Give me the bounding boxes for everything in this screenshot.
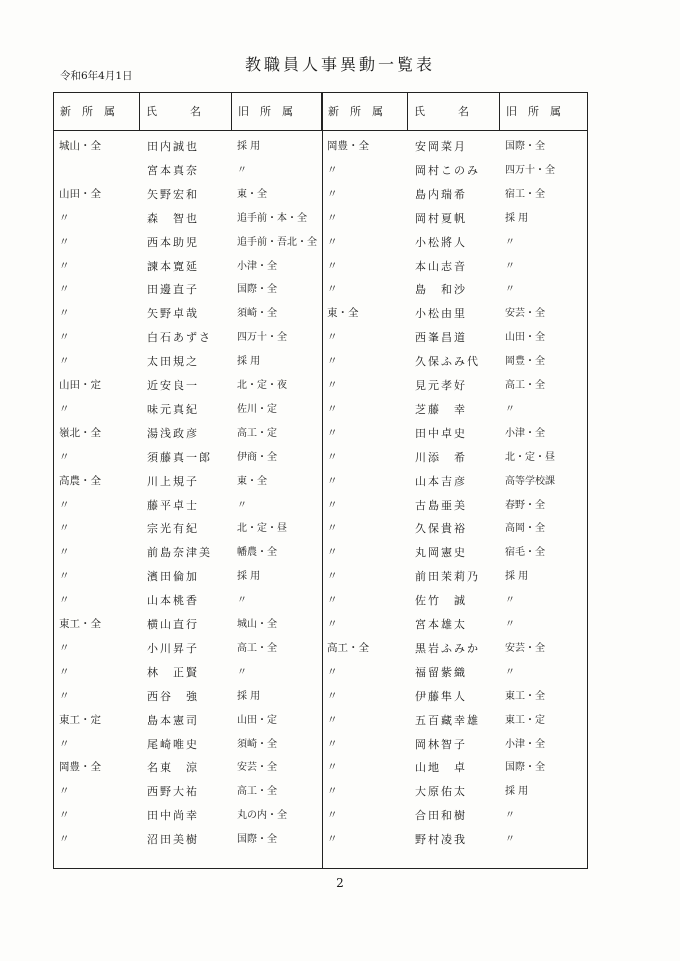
old-dept-cell: 宿毛・全: [505, 547, 545, 559]
header-new-dept-left: 新 所 属: [54, 93, 140, 131]
old-dept-cell: 須崎・全: [237, 308, 277, 320]
new-dept-cell: 〃: [59, 833, 70, 846]
old-dept-cell: 東・全: [237, 475, 267, 487]
new-dept-cell: 〃: [327, 331, 338, 344]
old-dept-cell: 北・定・昼: [505, 451, 555, 463]
new-dept-cell: 〃: [327, 713, 338, 726]
table-row: [54, 637, 587, 661]
old-dept-cell: 四万十・全: [505, 164, 555, 176]
name-cell: 前島奈津美: [147, 546, 212, 560]
old-dept-cell: 〃: [505, 260, 515, 272]
new-dept-cell: 〃: [59, 809, 70, 822]
new-dept-cell: 〃: [327, 594, 338, 607]
name-cell: 沼田美樹: [147, 833, 199, 847]
old-dept-cell: 北・定・夜: [237, 380, 287, 391]
old-dept-cell: 伊商・全: [237, 451, 277, 463]
new-dept-cell: 高農・全: [59, 474, 101, 487]
old-dept-cell: 〃: [505, 619, 515, 630]
old-dept-cell: 〃: [505, 810, 515, 822]
new-dept-cell: 岡豊・全: [327, 140, 369, 152]
name-cell: 諫本寛延: [147, 259, 199, 273]
header-name-right: 氏 名: [408, 93, 500, 131]
name-cell: 小松將人: [415, 235, 467, 249]
name-cell: 宮本雄太: [415, 618, 467, 631]
old-dept-cell: 採 用: [237, 571, 261, 583]
table-row: [54, 278, 587, 302]
name-cell: 本山志音: [415, 259, 467, 273]
name-cell: 古島亜美: [415, 498, 467, 512]
name-cell: 丸岡憲史: [415, 546, 467, 560]
old-dept-cell: 東・全: [237, 188, 267, 200]
name-cell: 久保ふみ代: [415, 355, 480, 369]
new-dept-cell: 東工・定: [59, 713, 101, 726]
table-row: [54, 780, 587, 804]
new-dept-cell: 〃: [59, 235, 70, 248]
old-dept-cell: 追手前・吾北・全: [237, 236, 317, 248]
name-cell: 白石あずさ: [147, 331, 212, 345]
old-dept-cell: 高工・定: [237, 427, 277, 439]
name-cell: 野村凌我: [415, 833, 467, 847]
table-row: [54, 231, 587, 255]
old-dept-cell: 春野・全: [505, 499, 545, 511]
old-dept-cell: 採 用: [505, 571, 529, 583]
name-cell: 見元孝好: [415, 379, 467, 392]
name-cell: 田邊直子: [147, 283, 199, 297]
table-row: [54, 446, 587, 470]
old-dept-cell: 国際・全: [237, 834, 277, 846]
name-cell: 藤平卓士: [147, 498, 199, 512]
old-dept-cell: 国際・全: [505, 762, 545, 774]
name-cell: 西谷 強: [147, 689, 199, 703]
table-row: [54, 661, 587, 685]
old-dept-cell: 山田・全: [505, 332, 545, 344]
new-dept-cell: 〃: [327, 259, 338, 272]
name-cell: 田中卓史: [415, 426, 467, 440]
new-dept-cell: 〃: [327, 761, 338, 774]
name-cell: 合田和樹: [415, 809, 467, 823]
old-dept-cell: 採 用: [237, 690, 261, 702]
new-dept-cell: 〃: [327, 402, 338, 415]
old-dept-cell: 東工・定: [505, 714, 545, 726]
new-dept-cell: 嶺北・全: [59, 426, 101, 439]
old-dept-cell: 岡豊・全: [505, 356, 545, 368]
new-dept-cell: 〃: [59, 665, 70, 678]
table-row: [54, 326, 587, 350]
new-dept-cell: 〃: [327, 450, 338, 463]
name-cell: 島本憲司: [147, 713, 199, 727]
name-cell: 前田茉莉乃: [415, 570, 480, 584]
name-cell: 山本桃香: [147, 594, 199, 608]
name-cell: 田内誠也: [147, 140, 199, 153]
name-cell: 岡村このみ: [415, 163, 480, 177]
new-dept-cell: 〃: [327, 570, 338, 583]
table-row: [54, 733, 587, 757]
old-dept-cell: 高岡・全: [505, 523, 545, 535]
old-dept-cell: 丸の内・全: [237, 810, 287, 822]
table-row: [54, 828, 587, 852]
name-cell: 矢野卓哉: [147, 307, 199, 321]
old-dept-cell: 採 用: [237, 141, 261, 152]
old-dept-cell: 〃: [505, 666, 515, 678]
new-dept-cell: 〃: [327, 474, 338, 487]
new-dept-cell: 〃: [59, 355, 70, 368]
table-row: [54, 517, 587, 541]
name-cell: 矢野宏和: [147, 187, 199, 201]
new-dept-cell: 〃: [59, 331, 70, 344]
table-row: [54, 541, 587, 565]
name-cell: 湯浅政彦: [147, 426, 199, 440]
old-dept-cell: 〃: [237, 164, 247, 176]
new-dept-cell: 〃: [327, 785, 338, 798]
old-dept-cell: 〃: [237, 499, 247, 511]
table-row: [54, 709, 587, 733]
page-title: 教職員人事異動一覧表: [244, 55, 435, 74]
old-dept-cell: 安芸・全: [505, 642, 545, 654]
old-dept-cell: 高工・全: [505, 380, 545, 391]
old-dept-cell: 小津・全: [237, 260, 277, 272]
name-cell: 横山直行: [147, 618, 199, 631]
old-dept-cell: 〃: [505, 236, 515, 248]
new-dept-cell: 〃: [327, 163, 338, 176]
table-row: [54, 374, 587, 398]
table-row: [54, 756, 587, 780]
name-cell: 西峯昌道: [415, 331, 467, 345]
new-dept-cell: 〃: [327, 211, 338, 224]
name-cell: 森 智也: [147, 211, 199, 225]
new-dept-cell: 〃: [59, 570, 70, 583]
name-cell: 宗光有紀: [147, 522, 199, 536]
old-dept-cell: 〃: [505, 595, 515, 607]
header-old-dept-right: 旧 所 属: [506, 105, 561, 118]
personnel-table: [53, 92, 588, 869]
table-row: [54, 685, 587, 709]
new-dept-cell: 〃: [59, 594, 70, 607]
old-dept-cell: 東工・全: [505, 690, 545, 702]
name-cell: 黒岩ふみか: [415, 641, 480, 655]
old-dept-cell: 採 用: [237, 356, 261, 368]
old-dept-cell: 追手前・本・全: [237, 212, 307, 224]
name-cell: 山本吉彦: [415, 474, 467, 488]
header-name-left: 氏 名: [140, 93, 232, 131]
old-dept-cell: 小津・全: [505, 738, 545, 750]
new-dept-cell: 〃: [59, 498, 70, 511]
new-dept-cell: 〃: [327, 187, 338, 200]
name-cell: 林 正賢: [147, 665, 199, 679]
name-cell: 安岡菜月: [415, 140, 467, 153]
name-cell: 川添 希: [415, 450, 467, 464]
old-dept-cell: 国際・全: [505, 141, 545, 152]
table-row: [54, 159, 587, 183]
new-dept-cell: 〃: [59, 211, 70, 224]
old-dept-cell: 高等学校課: [505, 475, 555, 487]
old-dept-cell: 〃: [237, 595, 247, 607]
old-dept-cell: 幡農・全: [237, 547, 277, 559]
new-dept-cell: 東・全: [327, 307, 359, 320]
new-dept-cell: 〃: [327, 283, 338, 296]
name-cell: 宮本真奈: [147, 163, 199, 177]
name-cell: 田中尚幸: [147, 809, 199, 823]
new-dept-cell: 〃: [327, 355, 338, 368]
name-cell: 太田規之: [147, 355, 199, 369]
name-cell: 佐竹 誠: [415, 594, 467, 608]
new-dept-cell: 〃: [327, 689, 338, 702]
new-dept-cell: 〃: [59, 785, 70, 798]
page-number: 2: [336, 876, 344, 890]
new-dept-cell: 〃: [327, 618, 338, 630]
name-cell: 福留紫織: [415, 665, 467, 679]
table-row: [54, 350, 587, 374]
name-cell: 五百藏幸雄: [415, 713, 480, 727]
new-dept-cell: 〃: [327, 426, 338, 439]
new-dept-cell: 〃: [59, 402, 70, 415]
name-cell: 伊藤隼人: [415, 689, 467, 703]
new-dept-cell: 〃: [327, 665, 338, 678]
table-row: [54, 207, 587, 231]
old-dept-cell: 佐川・定: [237, 403, 277, 415]
new-dept-cell: 岡豊・全: [59, 761, 101, 774]
new-dept-cell: 〃: [327, 235, 338, 248]
name-cell: 名東 涼: [147, 761, 199, 775]
new-dept-cell: 高工・全: [327, 641, 369, 654]
table-row: [54, 494, 587, 518]
name-cell: 濱田倫加: [147, 570, 199, 584]
new-dept-cell: 〃: [59, 307, 70, 320]
old-dept-cell: 城山・全: [237, 619, 277, 630]
old-dept-cell: 高工・全: [237, 642, 277, 654]
name-cell: 須藤真一郎: [147, 450, 212, 464]
old-dept-cell: 採 用: [505, 786, 529, 798]
new-dept-cell: 〃: [59, 737, 70, 750]
name-cell: 久保貴裕: [415, 522, 467, 536]
new-dept-cell: 〃: [59, 450, 70, 463]
new-dept-cell: 〃: [327, 379, 338, 391]
new-dept-cell: 〃: [327, 809, 338, 822]
old-dept-cell: 山田・定: [237, 714, 277, 726]
name-cell: 小松由里: [415, 307, 467, 321]
new-dept-cell: 〃: [327, 522, 338, 535]
new-dept-cell: 〃: [327, 737, 338, 750]
new-dept-cell: 城山・全: [59, 140, 101, 152]
table-row: [54, 302, 587, 326]
table-row: [54, 135, 587, 159]
old-dept-cell: 安芸・全: [505, 308, 545, 320]
new-dept-cell: 〃: [59, 283, 70, 296]
table-row: [54, 804, 587, 828]
name-cell: 尾崎唯史: [147, 737, 199, 751]
new-dept-cell: 〃: [59, 546, 70, 559]
name-cell: 小川昇子: [147, 641, 199, 655]
name-cell: 川上規子: [147, 474, 199, 488]
new-dept-cell: 〃: [327, 546, 338, 559]
table-header-row: [54, 93, 587, 131]
name-cell: 山地 卓: [415, 761, 467, 775]
old-dept-cell: 小津・全: [505, 427, 545, 439]
old-dept-cell: 高工・全: [237, 786, 277, 798]
new-dept-cell: 〃: [59, 641, 70, 654]
new-dept-cell: 東工・全: [59, 618, 101, 630]
table-row: [54, 255, 587, 279]
old-dept-cell: 〃: [237, 666, 247, 678]
new-dept-cell: 〃: [59, 689, 70, 702]
name-cell: 味元真紀: [147, 402, 199, 416]
name-cell: 西本助児: [147, 235, 199, 249]
old-dept-cell: 〃: [505, 834, 515, 846]
table-row: [54, 183, 587, 207]
table-row: [54, 422, 587, 446]
old-dept-cell: 〃: [505, 403, 515, 415]
table-row: [54, 398, 587, 422]
old-dept-cell: 〃: [505, 284, 515, 296]
name-cell: 近安良一: [147, 379, 199, 392]
old-dept-cell: 須崎・全: [237, 738, 277, 750]
header-new-dept-right: 新 所 属: [322, 93, 408, 131]
old-dept-cell: 国際・全: [237, 284, 277, 296]
new-dept-cell: 〃: [327, 833, 338, 846]
table-row: [54, 589, 587, 613]
old-dept-cell: 安芸・全: [237, 762, 277, 774]
new-dept-cell: 山田・全: [59, 187, 101, 200]
new-dept-cell: 〃: [59, 259, 70, 272]
name-cell: 芝藤 幸: [415, 402, 467, 416]
new-dept-cell: 〃: [327, 498, 338, 511]
name-cell: 大原佑太: [415, 785, 467, 799]
name-cell: 西野大祐: [147, 785, 199, 799]
name-cell: 島 和沙: [415, 283, 467, 297]
name-cell: 岡林智子: [415, 737, 467, 751]
name-cell: 島内瑞希: [415, 187, 467, 201]
table-row: [54, 613, 587, 637]
issue-date: 令和6年4月1日: [60, 70, 133, 82]
old-dept-cell: 北・定・昼: [237, 523, 287, 535]
new-dept-cell: 〃: [59, 522, 70, 535]
table-row: [54, 470, 587, 494]
old-dept-cell: 宿工・全: [505, 188, 545, 200]
table-row: [54, 565, 587, 589]
header-old-dept-left: 旧 所 属: [232, 93, 322, 131]
name-cell: 岡村夏帆: [415, 211, 467, 225]
new-dept-cell: 山田・定: [59, 379, 101, 391]
old-dept-cell: 四万十・全: [237, 332, 287, 344]
old-dept-cell: 採 用: [505, 212, 529, 224]
